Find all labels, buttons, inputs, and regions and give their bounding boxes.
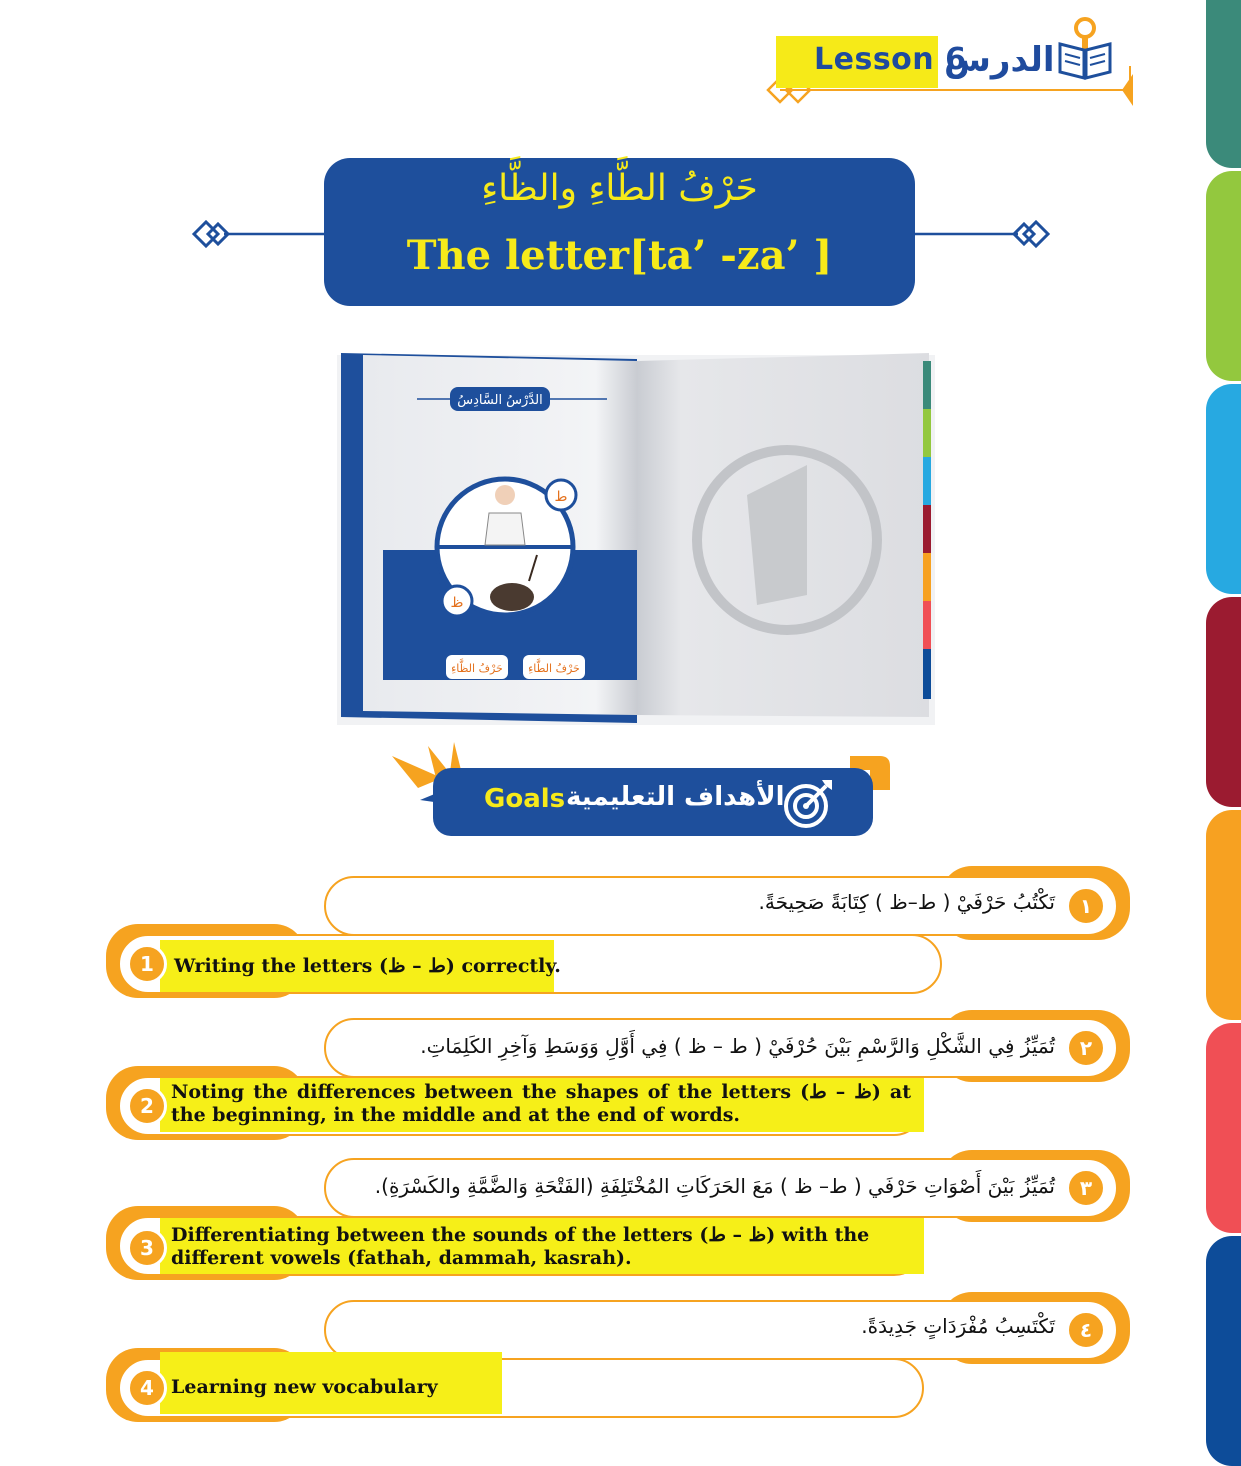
target-arrow-icon [782,778,834,830]
goal-3-english-text: Differentiating between the sounds of the letters (ظ – ط) with the different vowels (fathah, dammah, kasrah). [171,1224,870,1269]
book-chip-left: حَرْفُ الظَّاءِ [451,662,503,675]
edge-tab-blue [1206,384,1241,594]
book-illustration [337,345,935,725]
lesson-label-en: Lesson 6 [814,42,967,77]
goal-2-number-ar: ٢ [1066,1028,1106,1068]
book-chip-right: حَرْفُ الطَّاءِ [528,662,580,675]
goal-4-number-en: 4 [127,1368,167,1408]
title-english: The letter[ta’ -za’ ] [406,232,833,279]
edge-tab-green [1206,171,1241,381]
goal-1-number-en: 1 [127,944,167,984]
edge-tab-navy [1206,1236,1241,1466]
goals-label-ar: الأهداف التعليمية [566,782,785,812]
goal-1-arabic-text: تَكْتُبُ حَرْفَيْ ( ط–ظ ) كِتَابَةً صَحِيحَةً. [758,890,1055,914]
book-badge-top: ط [554,489,568,505]
goal-2-english-text: Noting the differences between the shapes of the letters (ظ – ط) at the beginning, in the middle and at the end of words. [171,1081,911,1126]
goal-4-arabic-text: تَكْتَسِبُ مُفْرَدَاتٍ جَدِيدَةً. [861,1314,1055,1338]
goal-4-number-ar: ٤ [1066,1310,1106,1350]
title-ornament-left [190,216,330,252]
book-badge-bottom: ظ [450,595,464,611]
goal-3-number-en: 3 [127,1228,167,1268]
goal-2-number-en: 2 [127,1086,167,1126]
edge-tab-red [1206,1023,1241,1233]
title-arabic: حَرْفُ الطَّاءِ والظَّاءِ [481,168,758,209]
edge-tab-orange [1206,810,1241,1020]
edge-tab-maroon [1206,597,1241,807]
lesson-title-box [324,158,915,306]
title-ornament-right [912,216,1052,252]
goal-1-english-text: Writing the letters (ط – ظ) correctly. [174,955,561,977]
edge-tab-teal [1206,0,1241,168]
lesson-label-ar: الدرس [944,40,1055,80]
goal-3-arabic-text: تُمَيِّزُ بَيْنَ أَصْوَاتِ حَرْفَي ( ط– ظ ) مَعَ الحَرَكَاتِ المُخْتَلِفَةِ (الفَتْحَةِ وَالضَّمَّةِ والكَسْرَةِ). [374,1174,1055,1198]
goal-3-number-ar: ٣ [1066,1168,1106,1208]
goals-label-en: Goals [484,784,566,814]
goal-4-english-text: Learning new vocabulary [171,1376,438,1398]
goal-2-arabic-text: تُمَيِّزُ فِي الشَّكْلِ وَالرَّسْمِ بَيْنَ حُرْفَيْ ( ط – ظ ) فِي أَوَّلِ وَوَسَطِ وَآخِرِ الكَلِمَاتِ. [420,1034,1055,1058]
goal-1-number-ar: ١ [1066,886,1106,926]
book-key-icon [1056,16,1114,80]
book-page-title: الدَّرْسُ السَّادِسُ [457,393,543,408]
